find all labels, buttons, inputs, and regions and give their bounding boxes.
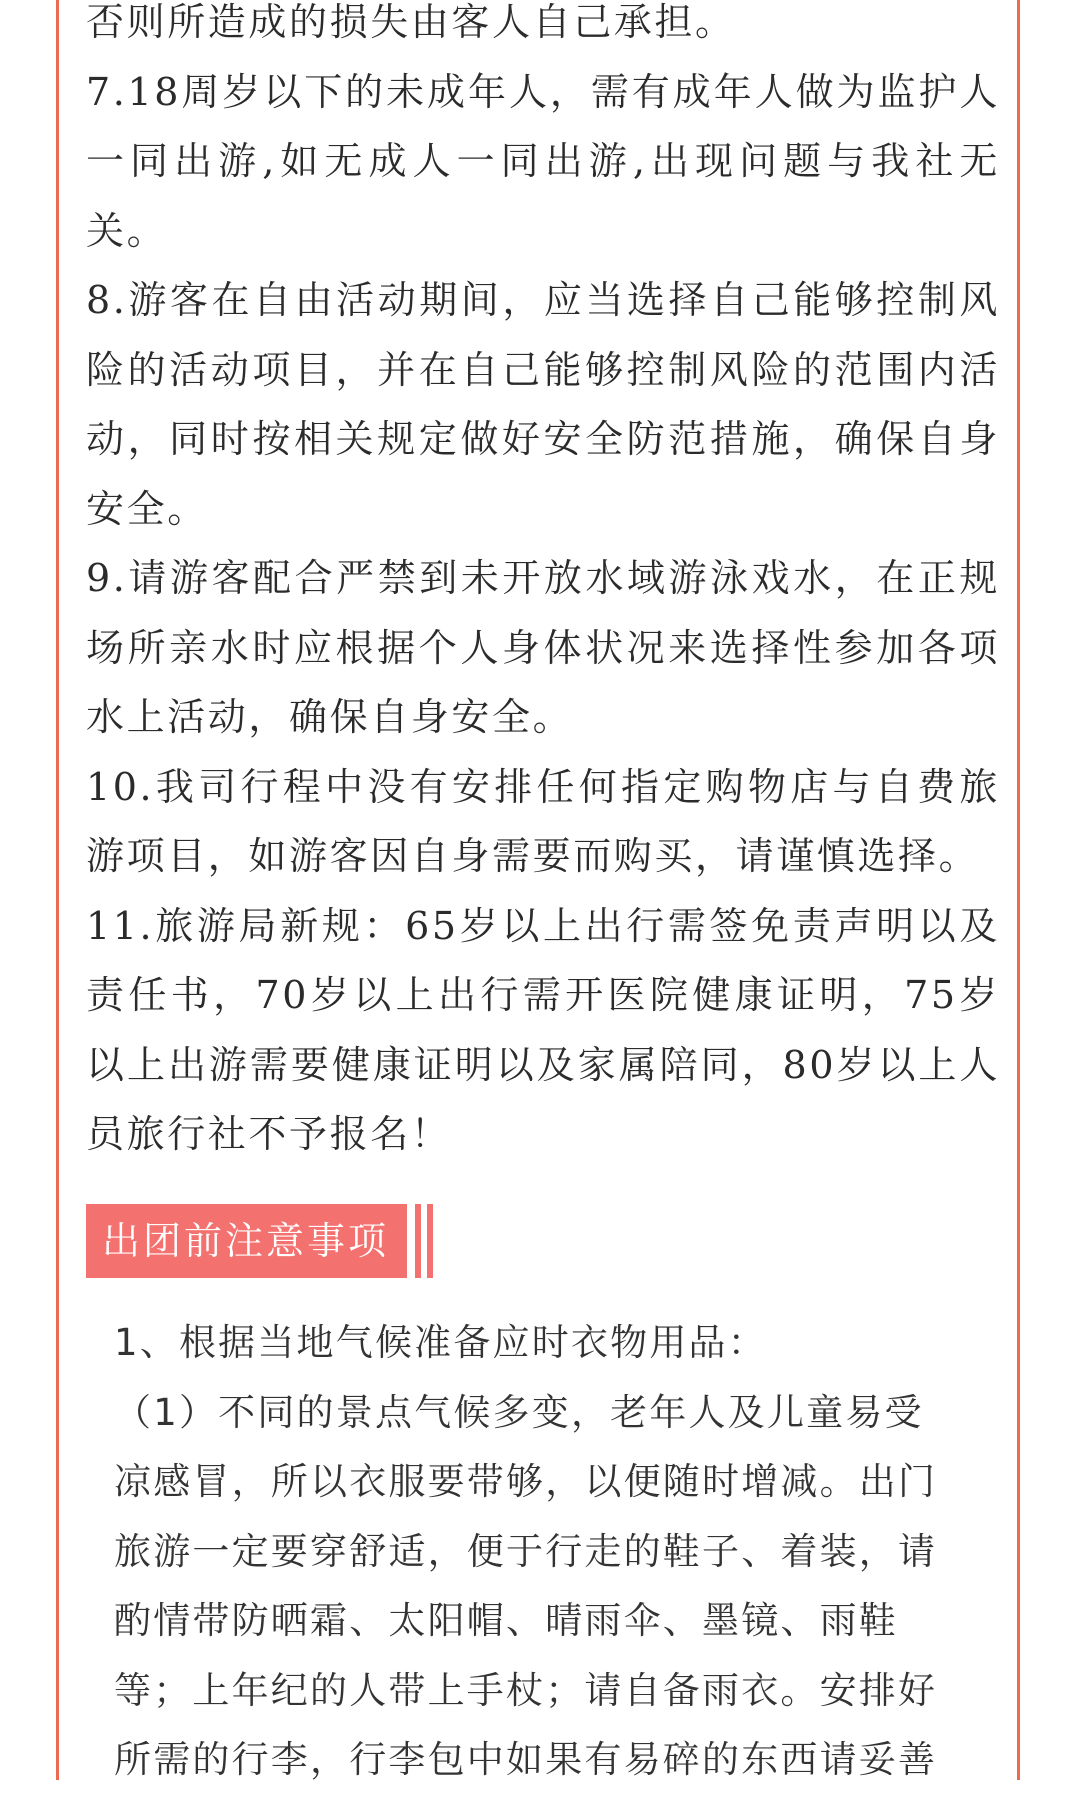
section-body (114, 1308, 956, 1795)
section-accent-bar (427, 1204, 433, 1278)
section-title: 出团前注意事项 (86, 1204, 407, 1278)
section-item-1: 1、根据当地气候准备应时衣物用品： (114, 1321, 767, 1364)
terms-paragraph-7: 7.18周岁以下的未成年人，需有成年人做为监护人一同出游,如无成人一同出游,出现问题与我社无关。 (86, 69, 1000, 253)
section-header (86, 1204, 433, 1278)
section-accent-bar (415, 1204, 421, 1278)
section-subitem-1: （1）不同的景点气候多变，老年人及儿童易受凉感冒，所以衣服要带够，以便随时增减。出门旅游一定要穿舒适，便于行走的鞋子、着装，请酌情带防晒霜、太阳帽、晴雨伞、墨镜、雨鞋等；上年纪的人带上手杖；请自备雨衣。安排好所需的行李，行李包中如果有易碎的东西请妥善 (114, 1390, 938, 1781)
terms-paragraph-8: 8.游客在自由活动期间，应当选择自己能够控制风险的活动项目，并在自己能够控制风险的范围内活动，同时按相关规定做好安全防范措施，确保自身安全。 (86, 278, 1000, 531)
terms-paragraph-9: 9.请游客配合严禁到未开放水域游泳戏水，在正规场所亲水时应根据个人身体状况来选择性参加各项水上活动，确保自身安全。 (86, 556, 1000, 739)
terms-paragraph-11: 11.旅游局新规：65岁以上出行需签免责声明以及责任书，70岁以上出行需开医院健康证明，75岁以上出游需要健康证明以及家属陪同，80岁以上人员旅行社不予报名！ (86, 903, 1000, 1156)
terms-list (86, 0, 1000, 1170)
terms-paragraph-10: 10.我司行程中没有安排任何指定购物店与自费旅游项目，如游客因自身需要而购买，请谨慎选择。 (86, 764, 1000, 878)
terms-paragraph-0: 否则所造成的损失由客人自己承担。 (86, 0, 736, 44)
